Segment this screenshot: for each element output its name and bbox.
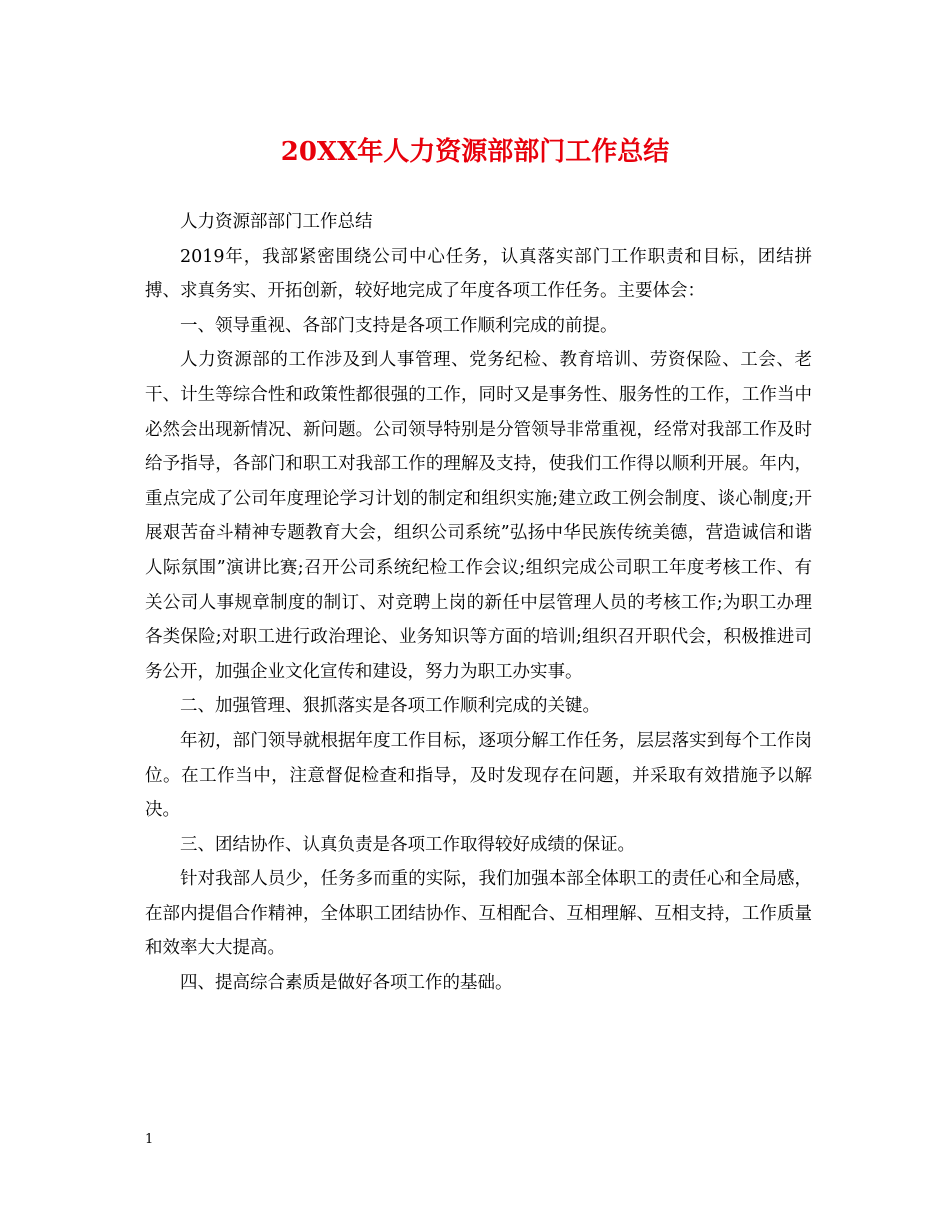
section-heading: 一、领导重视、各部门支持是各项工作顺利完成的前提。 xyxy=(180,315,618,336)
section-heading: 四、提高综合素质是做好各项工作的基础。 xyxy=(180,973,513,994)
body-paragraph: 2019年，我部紧密围绕公司中心任务，认真落实部门工作职责和目标，团结拼搏、求真务实、开拓创新，较好地完成了年度各项工作任务。主要体会： xyxy=(145,246,812,302)
section-heading: 三、团结协作、认真负责是各项工作取得较好成绩的保证。 xyxy=(180,834,635,855)
body-paragraph: 人力资源部部门工作总结 xyxy=(180,212,373,232)
page-number: 1 xyxy=(145,1132,154,1147)
document-body xyxy=(145,205,812,1001)
document-title: 20XX年人力资源部部门工作总结 xyxy=(280,137,670,167)
section-heading: 二、加强管理、狠抓落实是各项工作顺利完成的关键。 xyxy=(180,696,600,717)
body-paragraph: 年初，部门领导就根据年度工作目标，逐项分解工作任务，层层落实到每个工作岗位。在工作当中，注意督促检查和指导，及时发现存在问题，并采取有效措施予以解决。 xyxy=(145,730,812,821)
body-paragraph: 针对我部人员少，任务多而重的实际，我们加强本部全体职工的责任心和全局感，在部内提倡合作精神，全体职工团结协作、互相配合、互相理解、互相支持，工作质量和效率大大提高。 xyxy=(145,869,812,959)
body-paragraph: 人力资源部的工作涉及到人事管理、党务纪检、教育培训、劳资保险、工会、老干、计生等综合性和政策性都很强的工作，同时又是事务性、服务性的工作，工作当中必然会出现新情况、新问题。公司领导特别是分管领导非常重视，经常对我部工作及时给予指导，各部门和职工对我部工作的理解及支持，使我们工作得以顺利开展。年内，重点完成了公司年度理论学习计划的制定和组织实施;建立政工例会制度、谈心制度;开展艰苦奋斗精神专题教育大会，组织公司系统”弘扬中华民族传统美德，营造诚信和谐人际氛围”演讲比赛;召开公司系统纪检工作会议;组织完成公司职工年度考核工作、有关公司人事规章制度的制订、对竞聘上岗的新任中层管理人员的考核工作;为职工办理各类保险;对职工进行政治理论、业务知识等方面的培训;组织召开职代会，积极推进司务公开，加强企业文化宣传和建设，努力为职工办实事。 xyxy=(145,350,812,682)
